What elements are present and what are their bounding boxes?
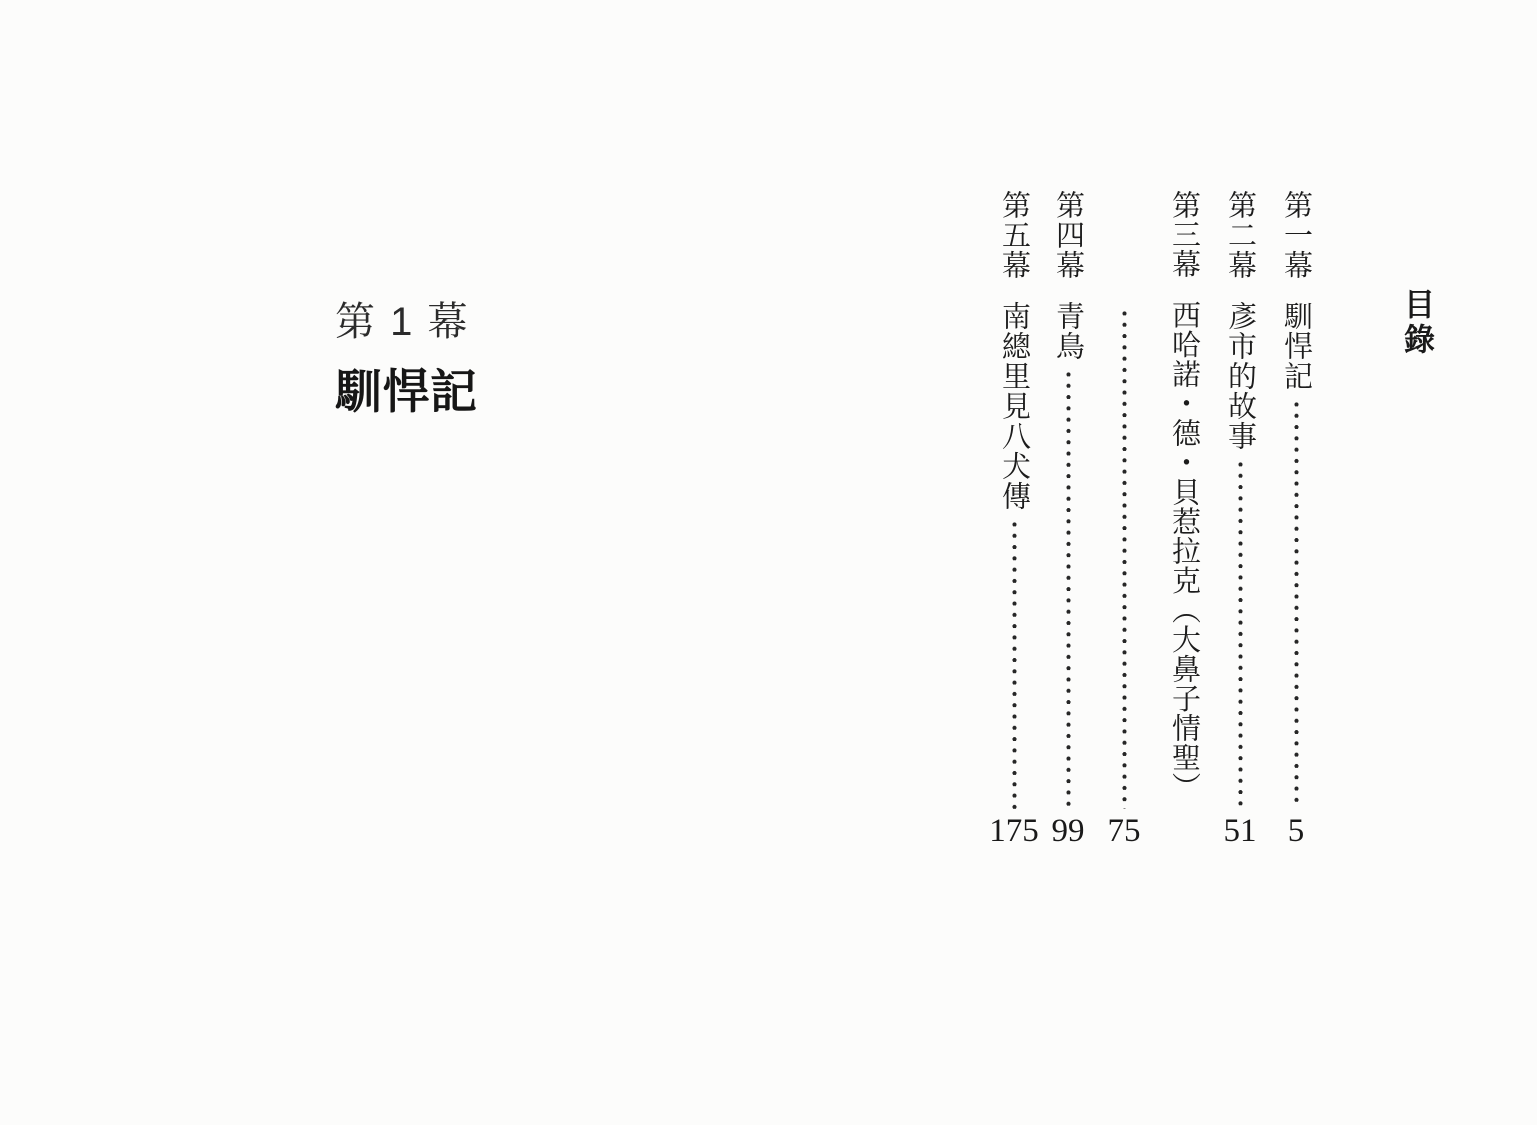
toc-entry-act2 [1220, 190, 1260, 848]
entry-title: 馴悍記 [1280, 301, 1312, 391]
entry-label: 第二幕 [1224, 190, 1256, 280]
page-number: 175 [989, 813, 1039, 849]
toc-heading: 目錄 [1399, 288, 1434, 358]
page-number: 5 [1287, 813, 1305, 849]
act-opening-block [335, 301, 595, 417]
entry-title: 彥市的故事 [1224, 301, 1256, 451]
leader-dots [1238, 459, 1243, 809]
act-title: 馴悍記 [335, 367, 478, 419]
page-number: 51 [1223, 813, 1257, 849]
toc-entry-act1 [1276, 190, 1316, 848]
entry-label: 第五幕 [998, 190, 1030, 280]
leader-dots [1294, 399, 1299, 809]
toc-entry-act5 [989, 190, 1039, 849]
page-number: 99 [1051, 813, 1085, 849]
act-number: 第 1 幕 [335, 300, 470, 344]
page-number: 75 [1107, 813, 1141, 849]
toc-entry-act3 [1164, 190, 1204, 848]
toc-entry-act4 [1048, 190, 1088, 848]
entry-label: 第一幕 [1280, 190, 1312, 280]
entry-title: 青鳥 [1052, 301, 1084, 361]
entry-title: 西哈諾・德・貝惹拉克（大鼻子情聖） [1168, 299, 1200, 801]
leader-dots [1122, 308, 1127, 809]
entry-title: 南總里見八犬傳 [998, 301, 1030, 511]
entry-label: 第三幕 [1168, 190, 1200, 279]
leader-dots [1012, 519, 1017, 809]
leader-dots [1066, 369, 1071, 809]
entry-label: 第四幕 [1052, 190, 1084, 280]
toc-entry-act3-leader [1104, 300, 1144, 848]
